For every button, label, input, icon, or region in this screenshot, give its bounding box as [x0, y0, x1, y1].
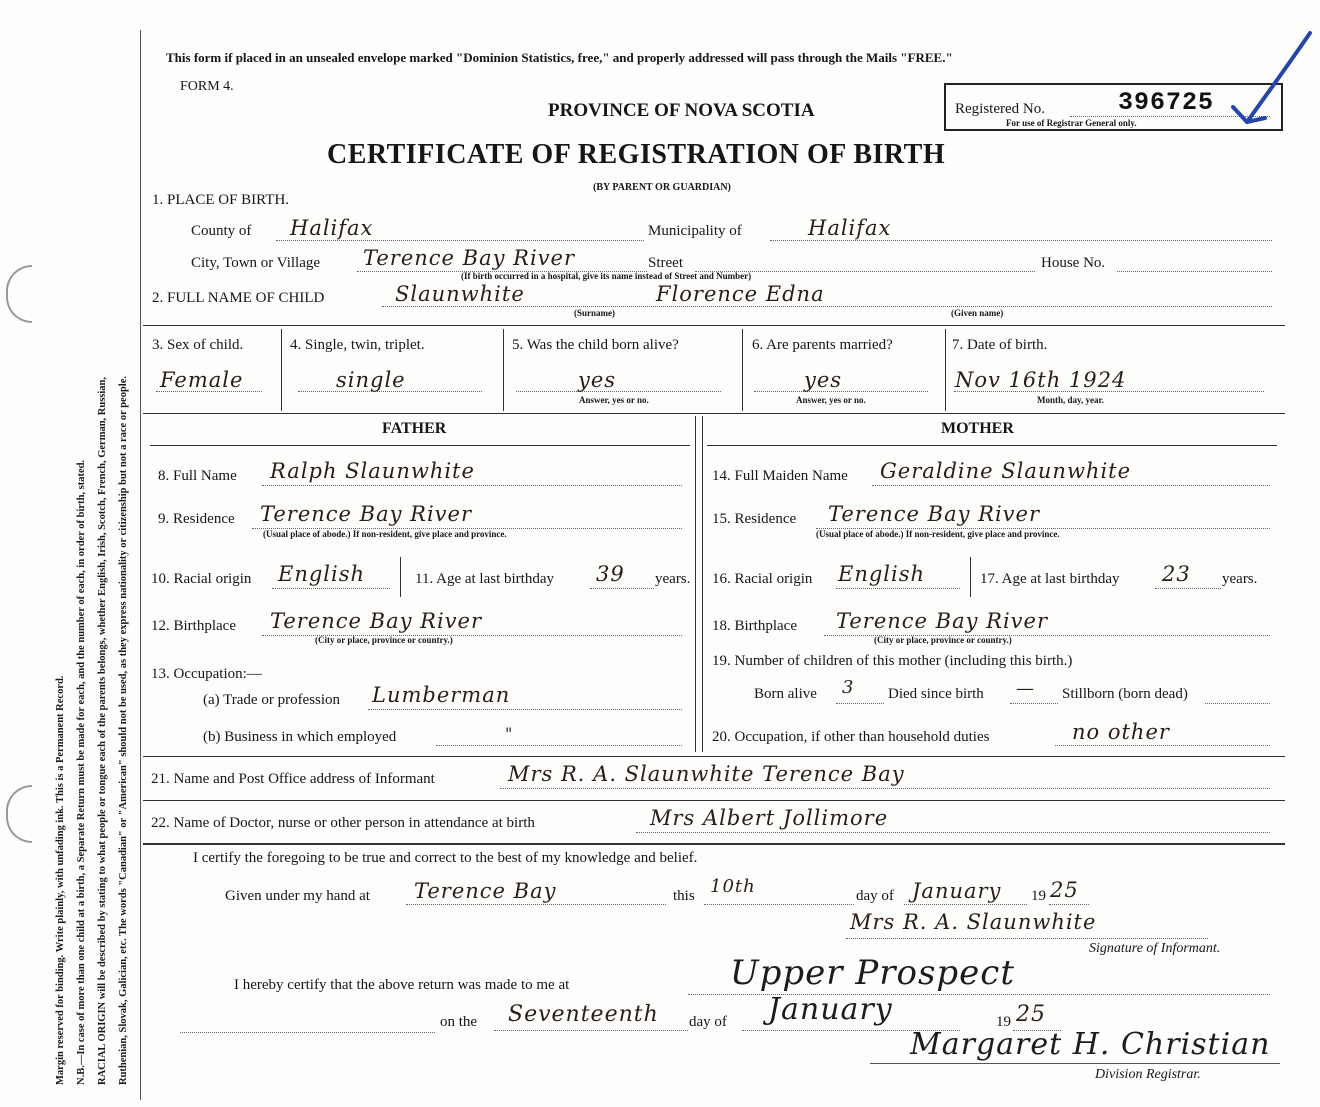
registrar-day-of-label: day of — [689, 1014, 727, 1030]
mother-occupation-label: 20. Occupation, if other than household duties — [712, 729, 990, 745]
mother-birthplace-value: Terence Bay River — [836, 609, 1049, 633]
mother-abode-note: (Usual place of abode.) If non-resident, give place and province. — [816, 529, 1060, 539]
certify-text: I certify the foregoing to be true and correct to the best of my knowledge and belief. — [193, 850, 698, 866]
father-age-value: 39 — [596, 562, 625, 586]
registered-no-value: 396725 — [1118, 88, 1215, 117]
born-alive-value: yes — [578, 368, 617, 392]
father-heading: FATHER — [382, 420, 447, 437]
attendant-label: 22. Name of Doctor, nurse or other person in attendance at birth — [151, 815, 535, 831]
children-count-label: 19. Number of children of this mother (including this birth.) — [712, 653, 1073, 669]
column-divider — [695, 416, 696, 752]
mother-racial-origin-label: 16. Racial origin — [712, 571, 813, 587]
division-registrar-label: Division Registrar. — [1095, 1067, 1201, 1082]
margin-racial-origin-note-2: Ruthenian, Slovak, Galician, etc. The words "Canadian" or "American" should not be used, as they express nationality or citizenship but not a race or people. — [118, 376, 129, 1085]
trade-label: (a) Trade or profession — [203, 692, 341, 708]
registration-place-value: Upper Prospect — [730, 953, 1016, 993]
registration-month-value: January — [768, 992, 893, 1027]
given-day-value: 10th — [710, 876, 756, 897]
certificate-title: CERTIFICATE OF REGISTRATION OF BIRTH — [327, 139, 946, 170]
municipality-value: Halifax — [808, 216, 892, 240]
father-birthplace-value: Terence Bay River — [270, 609, 483, 633]
father-age-label: 11. Age at last birthday — [415, 571, 554, 587]
informant-signature: Mrs R. A. Slaunwhite — [850, 910, 1097, 934]
mother-heading: MOTHER — [941, 420, 1014, 437]
parents-married-note: Answer, yes or no. — [796, 395, 866, 405]
mother-racial-origin-value: English — [838, 562, 926, 586]
hospital-note: (If birth occurred in a hospital, give its name instead of Street and Number) — [461, 271, 752, 281]
child-surname: Slaunwhite — [395, 282, 525, 306]
business-value: " — [505, 724, 514, 743]
margin-racial-origin-note: RACIAL ORIGIN will be described by stating to what people or tongue each of the parents belongs, whether English, Irish, Scotch, French, German, Russian, — [97, 376, 108, 1085]
registrar-year-prefix: 19 — [996, 1014, 1011, 1030]
mother-birthplace-note: (City or place, province or country.) — [874, 635, 1012, 645]
mother-residence-value: Terence Bay River — [828, 502, 1041, 526]
died-since-birth-label: Died since birth — [888, 686, 984, 702]
stillborn-label: Stillborn (born dead) — [1062, 686, 1188, 702]
margin-binding-note: Margin reserved for binding. Write plainly, with unfading ink. This is a Permanent Record. — [55, 675, 66, 1085]
mother-name-label: 14. Full Maiden Name — [712, 468, 848, 484]
father-birthplace-label: 12. Birthplace — [151, 618, 236, 634]
date-of-birth-value: Nov 16th 1924 — [955, 368, 1127, 392]
postal-notice: This form if placed in an unsealed envelope marked "Dominion Statistics, free," and properly addressed will pass through the Mails "FREE." — [166, 50, 953, 65]
given-under-hand-label: Given under my hand at — [225, 888, 370, 904]
business-label: (b) Business in which employed — [203, 729, 397, 745]
attendant-value: Mrs Albert Jollimore — [650, 806, 889, 830]
trade-value: Lumberman — [372, 683, 511, 707]
form-number: FORM 4. — [180, 79, 234, 94]
given-name-note: (Given name) — [951, 308, 1004, 318]
mother-age-value: 23 — [1162, 562, 1191, 586]
child-given-name: Florence Edna — [656, 282, 825, 306]
city-label: City, Town or Village — [191, 255, 321, 271]
mother-name-value: Geraldine Slaunwhite — [880, 459, 1132, 483]
mother-birthplace-label: 18. Birthplace — [712, 618, 797, 634]
street-label: Street — [648, 255, 683, 271]
occupation-label: 13. Occupation:— — [151, 666, 262, 682]
mother-age-label: 17. Age at last birthday — [980, 571, 1120, 587]
father-abode-note: (Usual place of abode.) If non-resident, give place and province. — [263, 529, 507, 539]
margin-multiple-births-note: N.B.—In case of more than one child at a birth, a Separate Return must be made for each, and the number of each, in order of birth, stated. — [76, 459, 87, 1085]
father-residence-value: Terence Bay River — [260, 502, 473, 526]
given-year-value: 25 — [1050, 878, 1079, 902]
section-rule — [143, 756, 1285, 757]
column-divider — [702, 416, 703, 752]
died-since-birth-value: — — [1016, 678, 1035, 699]
province-heading: PROVINCE OF NOVA SCOTIA — [548, 100, 815, 121]
city-value: Terence Bay River — [363, 246, 576, 270]
born-alive-count-label: Born alive — [754, 686, 817, 702]
municipality-label: Municipality of — [648, 223, 742, 239]
surname-note: (Surname) — [574, 308, 615, 318]
section-rule — [143, 413, 1285, 414]
given-place-value: Terence Bay — [414, 879, 557, 903]
registration-day-value: Seventeenth — [508, 1002, 659, 1027]
parents-married-label: 6. Are parents married? — [752, 337, 893, 353]
registrar-on-label: on the — [440, 1014, 478, 1030]
registered-no-label: Registered No. — [955, 101, 1045, 117]
parents-married-value: yes — [804, 368, 843, 392]
mother-age-years: years. — [1222, 571, 1258, 587]
section-rule — [143, 325, 1285, 326]
father-residence-label: 9. Residence — [158, 511, 235, 527]
born-alive-count: 3 — [842, 677, 855, 698]
father-age-years: years. — [655, 571, 691, 587]
given-day-of-label: day of — [856, 888, 894, 904]
registrar-general-note: For use of Registrar General only. — [1006, 118, 1137, 128]
this-label: this — [673, 888, 695, 904]
mother-residence-label: 15. Residence — [712, 511, 797, 527]
date-of-birth-label: 7. Date of birth. — [952, 337, 1048, 353]
plurality-value: single — [336, 368, 406, 392]
mother-occupation-value: no other — [1072, 720, 1170, 744]
date-of-birth-note: Month, day, year. — [1037, 395, 1104, 405]
father-racial-origin-label: 10. Racial origin — [151, 571, 252, 587]
county-label: County of — [191, 223, 252, 239]
sex-value: Female — [160, 368, 244, 392]
county-value: Halifax — [290, 216, 374, 240]
margin-divider — [140, 30, 141, 1100]
informant-label: 21. Name and Post Office address of Informant — [151, 771, 435, 787]
blue-check-mark — [1225, 25, 1320, 140]
child-name-label: 2. FULL NAME OF CHILD — [152, 290, 325, 306]
registrar-signature: Margaret H. Christian — [910, 1027, 1271, 1062]
place-of-birth-label: 1. PLACE OF BIRTH. — [152, 192, 290, 208]
house-no-label: House No. — [1041, 255, 1106, 271]
informant-value: Mrs R. A. Slaunwhite Terence Bay — [508, 762, 905, 786]
registration-year-value: 25 — [1016, 1002, 1046, 1027]
born-alive-note: Answer, yes or no. — [579, 395, 649, 405]
registrar-certify-text: I hereby certify that the above return was made to me at — [234, 977, 570, 993]
given-year-prefix: 19 — [1031, 888, 1046, 904]
certificate-subtitle: (BY PARENT OR GUARDIAN) — [593, 182, 731, 193]
father-name-label: 8. Full Name — [158, 468, 237, 484]
sex-label: 3. Sex of child. — [152, 337, 244, 353]
born-alive-label: 5. Was the child born alive? — [512, 337, 679, 353]
father-name-value: Ralph Slaunwhite — [270, 459, 475, 483]
binding-hole — [6, 265, 32, 323]
informant-signature-label: Signature of Informant. — [1089, 941, 1221, 956]
plurality-label: 4. Single, twin, triplet. — [290, 337, 425, 353]
binding-hole — [6, 785, 32, 843]
section-rule — [143, 843, 1285, 845]
given-month-value: January — [912, 879, 1002, 903]
father-birthplace-note: (City or place, province or country.) — [315, 635, 453, 645]
father-racial-origin-value: English — [278, 562, 366, 586]
